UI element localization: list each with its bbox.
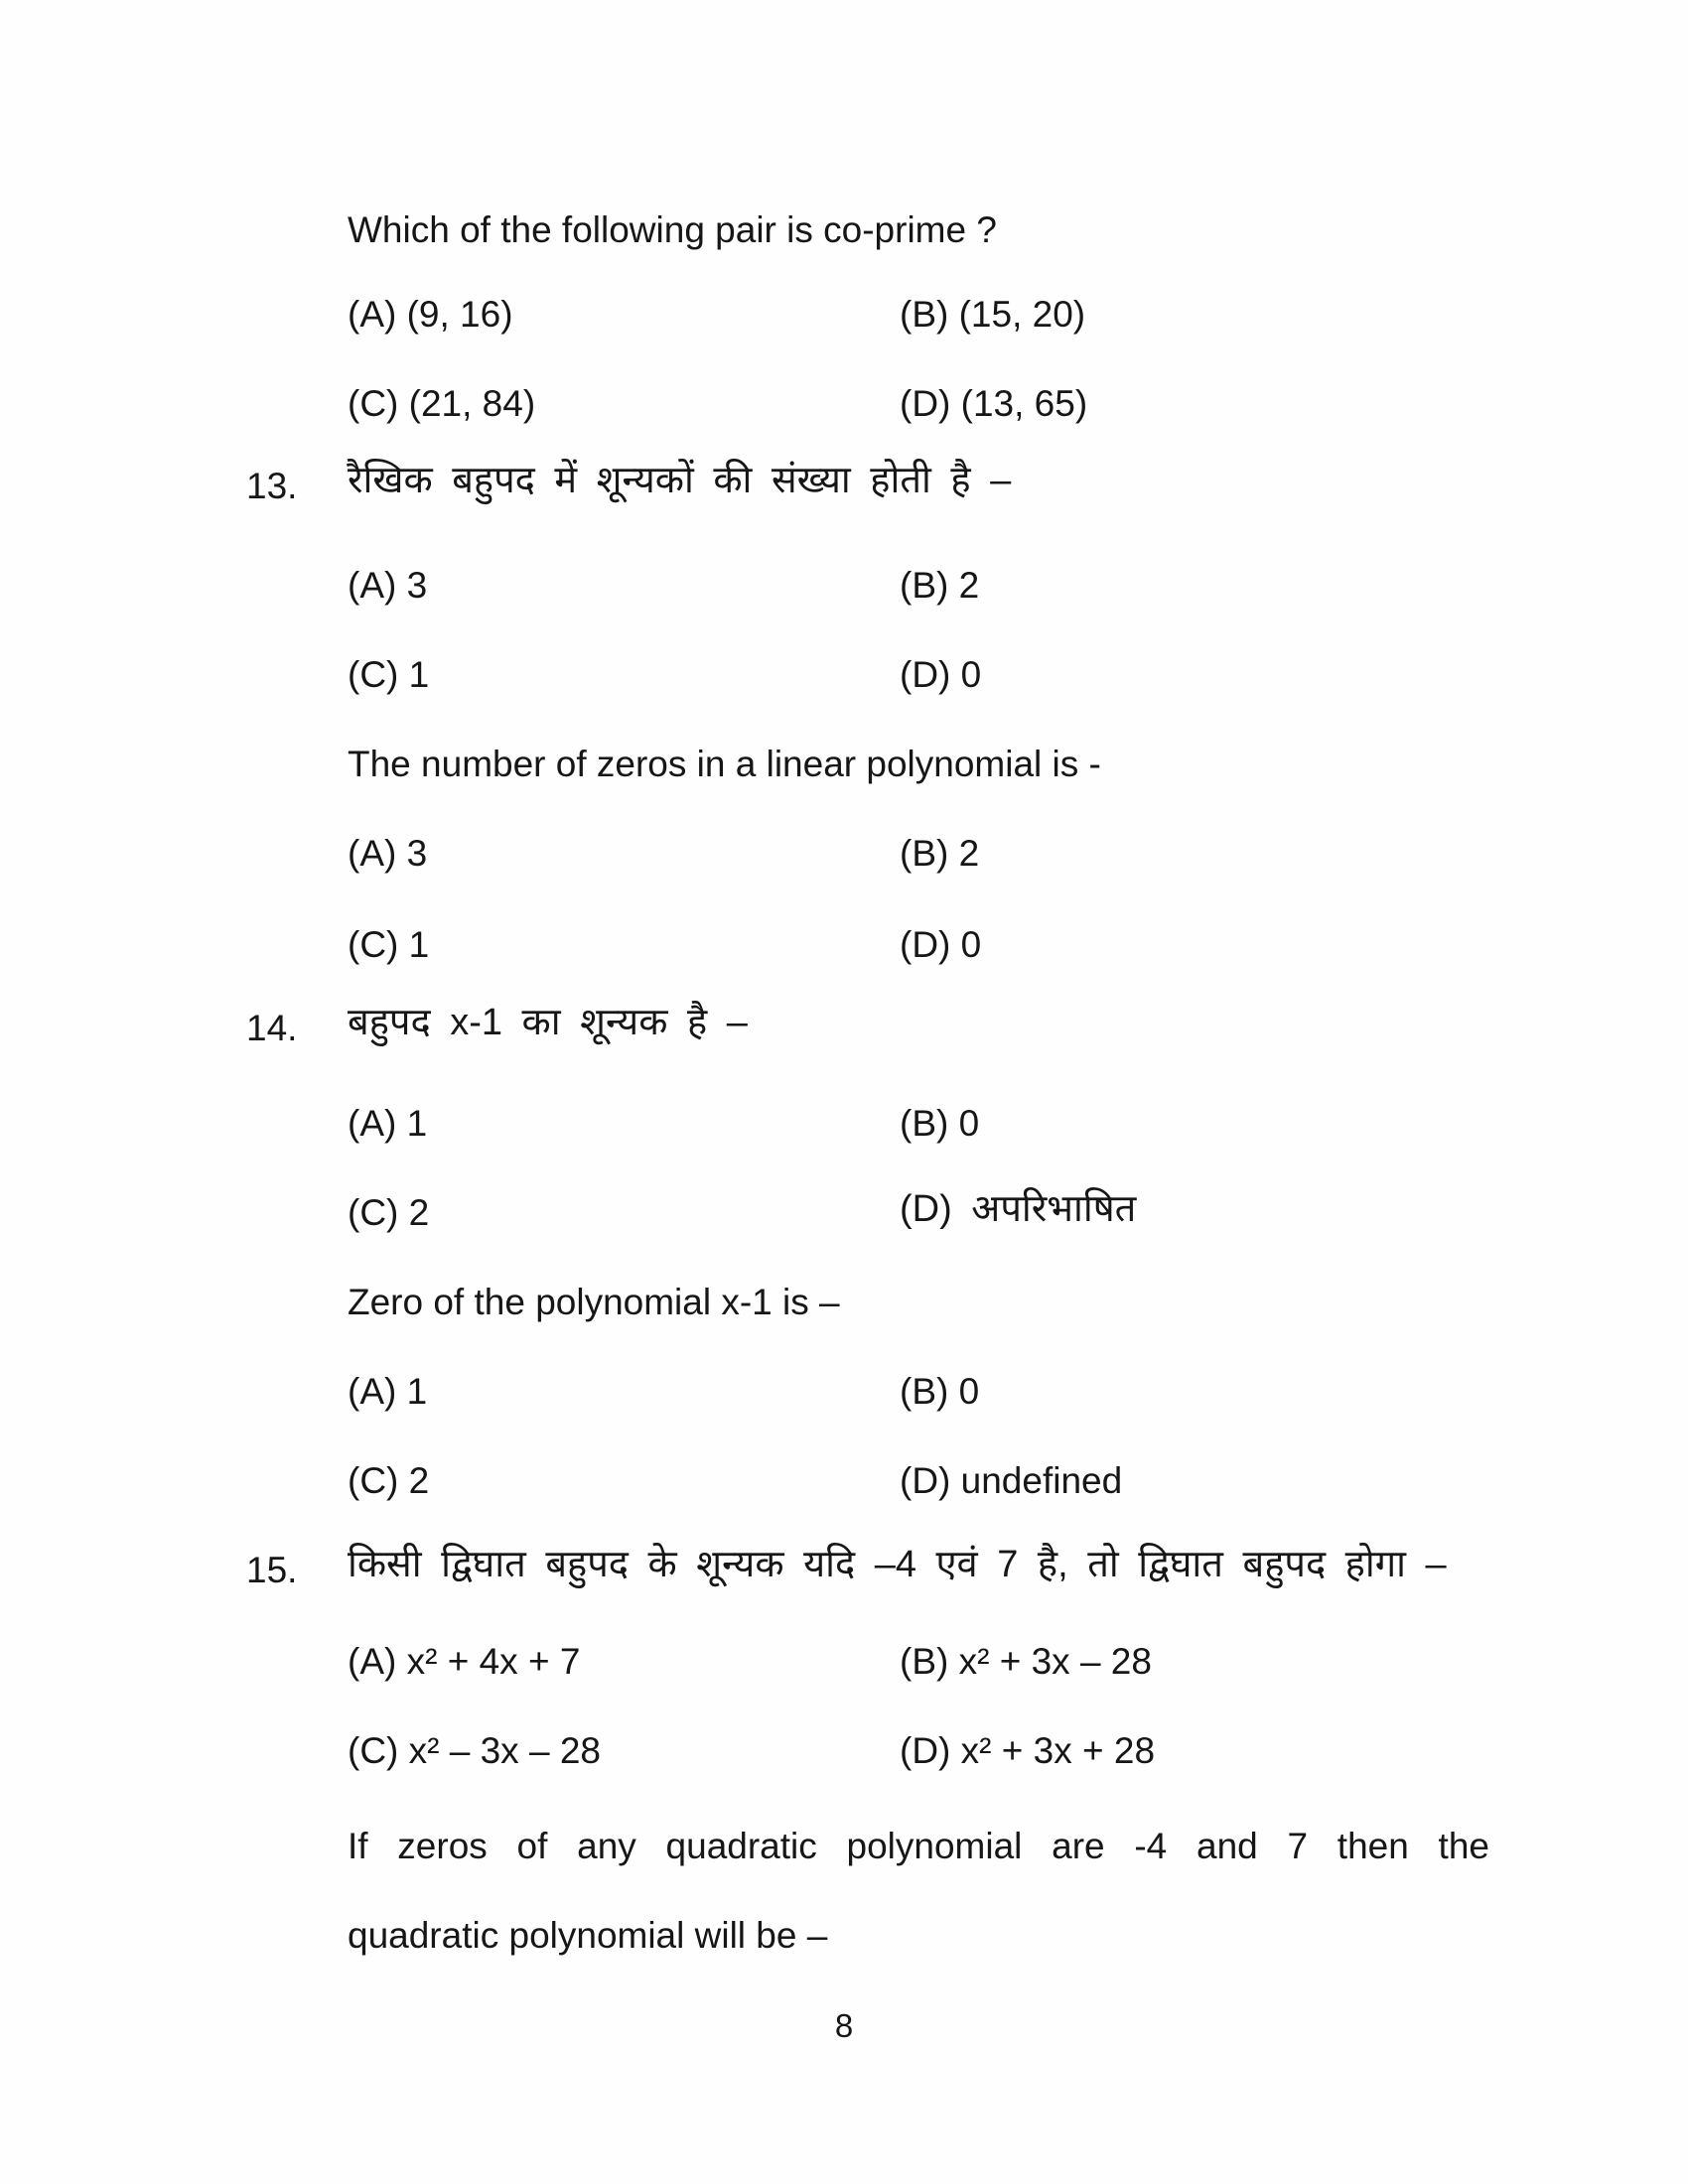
q14-number: 14. bbox=[246, 1008, 298, 1048]
q13-option-en-a: (A) 3 bbox=[348, 833, 428, 874]
q15-question-en-line1: If zeros of any quadratic polynomial are -4 and 7 then the bbox=[348, 1826, 1489, 1866]
q15-option-a: (A) x² + 4x + 7 bbox=[348, 1641, 581, 1682]
q13-option-en-b: (B) 2 bbox=[900, 833, 980, 874]
q13-option-en-c: (C) 1 bbox=[348, 924, 430, 965]
q15-question-en-line2: quadratic polynomial will be – bbox=[348, 1915, 828, 1956]
q14-option-hi-c: (C) 2 bbox=[348, 1192, 430, 1233]
q13-option-hi-b: (B) 2 bbox=[900, 565, 980, 606]
q13-option-hi-d: (D) 0 bbox=[900, 654, 982, 695]
q13-option-hi-c: (C) 1 bbox=[348, 654, 430, 695]
q14-question-en: Zero of the polynomial x-1 is – bbox=[348, 1282, 840, 1322]
q12-option-d: (D) (13, 65) bbox=[900, 383, 1088, 424]
q13-option-en-d: (D) 0 bbox=[900, 924, 982, 965]
q14-option-hi-a: (A) 1 bbox=[348, 1103, 428, 1144]
q14-question-hi: बहुपद x-1 का शून्यक है – bbox=[348, 1002, 748, 1043]
q13-option-hi-a: (A) 3 bbox=[348, 565, 428, 606]
q14-option-hi-b: (B) 0 bbox=[900, 1103, 980, 1144]
q15-question-hi: किसी द्विघात बहुपद के शून्यक यदि –4 एवं 7 है, तो द्विघात बहुपद होगा – bbox=[348, 1544, 1447, 1585]
q13-number: 13. bbox=[246, 466, 298, 506]
q14-option-en-c: (C) 2 bbox=[348, 1460, 430, 1501]
q12-question-en: Which of the following pair is co-prime ? bbox=[348, 209, 997, 250]
q12-option-c: (C) (21, 84) bbox=[348, 383, 536, 424]
q15-option-b: (B) x² + 3x – 28 bbox=[900, 1641, 1152, 1682]
q14-option-en-a: (A) 1 bbox=[348, 1371, 428, 1412]
q15-option-d: (D) x² + 3x + 28 bbox=[900, 1730, 1156, 1771]
q15-number: 15. bbox=[246, 1550, 298, 1590]
q14-option-en-d: (D) undefined bbox=[900, 1460, 1123, 1501]
q13-question-en: The number of zeros in a linear polynomial is - bbox=[348, 744, 1101, 784]
page-number: 8 bbox=[834, 2007, 854, 2044]
q13-question-hi: रैखिक बहुपद में शून्यकों की संख्या होती है – bbox=[348, 460, 1012, 501]
q14-option-en-b: (B) 0 bbox=[900, 1371, 980, 1412]
q12-option-a: (A) (9, 16) bbox=[348, 294, 513, 335]
q15-option-c: (C) x² – 3x – 28 bbox=[348, 1730, 601, 1771]
q14-option-hi-d: (D) अपरिभाषित bbox=[900, 1188, 1137, 1230]
q12-option-b: (B) (15, 20) bbox=[900, 294, 1086, 335]
